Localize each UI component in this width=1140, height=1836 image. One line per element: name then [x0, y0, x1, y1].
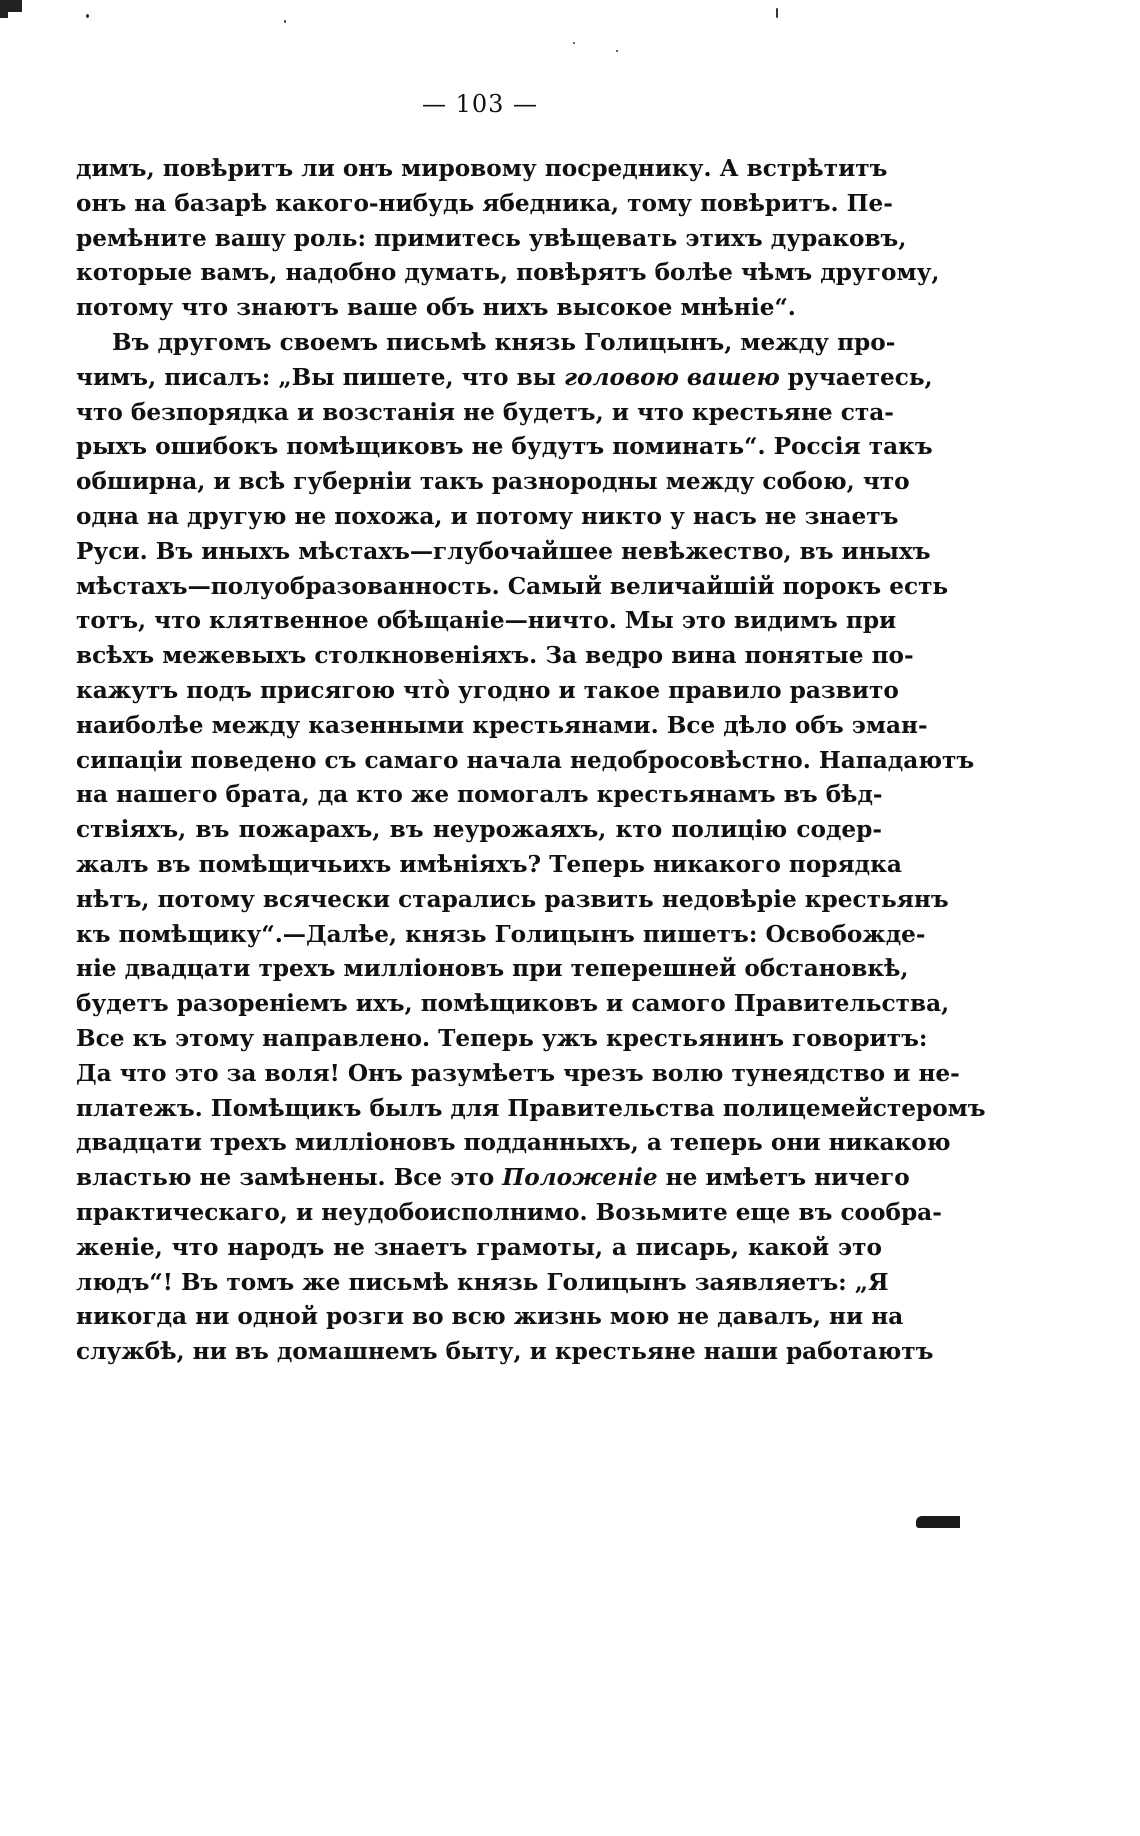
text-line: онъ на базарѣ какого-нибудь ябедника, тому повѣритъ. Пе-: [76, 189, 893, 217]
scan-edge-mark: [916, 1516, 960, 1528]
page-number: — 103 —: [421, 90, 539, 118]
text-line: что безпорядка и возстанія не будетъ, и что крестьяне ста-: [76, 398, 894, 426]
text-line: мѣстахъ—полуобразованность. Самый величайшій порокъ есть: [76, 572, 949, 600]
text-line: будетъ разореніемъ ихъ, помѣщиковъ и самого Правительства,: [76, 990, 950, 1018]
text-line: ствіяхъ, въ пожарахъ, въ неурожаяхъ, кто полицію содер-: [76, 816, 882, 844]
text-line: женіе, что народъ не знаетъ грамоты, а писарь, какой это: [76, 1233, 882, 1261]
text-line: Да что это за воля! Онъ разумѣетъ чрезъ волю тунеядство и не-: [76, 1059, 960, 1087]
text-line: димъ, повѣритъ ли онъ мировому посреднику. А встрѣтитъ: [76, 155, 888, 182]
text-line: службѣ, ни въ домашнемъ быту, и крестьяне наши работаютъ: [76, 1338, 934, 1366]
text-line: которые вамъ, надобно думать, повѣрятъ болѣе чѣмъ другому,: [76, 259, 940, 287]
emphasized-text: Положеніе: [502, 1164, 658, 1192]
text-line: одна на другую не похожа, и потому никто у насъ не знаетъ: [76, 502, 899, 530]
text-line: кажутъ подъ присягою что̀ угодно и такое правило развито: [76, 676, 899, 704]
text-line: людъ“! Въ томъ же письмѣ князь Голицынъ заявляетъ: „Я: [76, 1268, 889, 1296]
scan-speck: [776, 8, 778, 18]
text-line: ремѣните вашу роль: примитесь увѣщевать этихъ дураковъ,: [76, 224, 907, 252]
text-line: жалъ въ помѣщичьихъ имѣніяхъ? Теперь никакого порядка: [76, 850, 902, 878]
text-line: нѣтъ, потому всячески старались развить недовѣріе крестьянъ: [76, 885, 949, 913]
paragraph: [76, 152, 940, 326]
text-line: обширна, и всѣ губерніи такъ разнородны между собою, что: [76, 468, 910, 496]
scan-speck: [284, 20, 286, 23]
text-line: потому что знаютъ ваше объ нихъ высокое мнѣніе“.: [76, 294, 796, 322]
text-line: сипаціи поведено съ самаго начала недобросовѣстно. Нападаютъ: [76, 746, 975, 774]
scan-corner-mark: [0, 0, 22, 12]
scan-speck: [616, 50, 618, 52]
body-text: [76, 152, 986, 1370]
scan-speck: [573, 42, 575, 44]
text-line: чимъ, писалъ: „Вы пишете, что вы головою вашею ручаетесь,: [76, 363, 933, 391]
text-line: наиболѣе между казенными крестьянами. Все дѣло объ эман-: [76, 711, 928, 739]
text-line: практическаго, и неудобоисполнимо. Возьмите еще въ сообра-: [76, 1198, 942, 1226]
text-line: ніе двадцати трехъ милліоновъ при теперешней обстановкѣ,: [76, 955, 909, 983]
text-line: властью не замѣнены. Все это Положеніе не имѣетъ ничего: [76, 1164, 910, 1192]
text-line: платежъ. Помѣщикъ былъ для Правительства полицемейстеромъ: [76, 1094, 986, 1122]
text-line: Руси. Въ иныхъ мѣстахъ—глубочайшее невѣжество, въ иныхъ: [76, 537, 931, 565]
text-line: Въ другомъ своемъ письмѣ князь Голицынъ, между про-: [112, 328, 896, 356]
text-line: Все къ этому направлено. Теперь ужъ крестьянинъ говоритъ:: [76, 1024, 928, 1052]
text-line: всѣхъ межевыхъ столкновеніяхъ. За ведро вина понятые по-: [76, 642, 914, 670]
text-line: рыхъ ошибокъ помѣщиковъ не будутъ поминать“. Россія такъ: [76, 433, 933, 461]
text-line: двадцати трехъ милліоновъ подданныхъ, а теперь они никакою: [76, 1129, 951, 1157]
text-line: никогда ни одной розги во всю жизнь мою не давалъ, ни на: [76, 1303, 904, 1331]
text-line: къ помѣщику“.—Далѣе, князь Голицынъ пишетъ: Освобожде-: [76, 920, 926, 948]
text-line: тотъ, что клятвенное обѣщаніе—ничто. Мы это видимъ при: [76, 607, 897, 635]
text-line: на нашего брата, да кто же помогалъ крестьянамъ въ бѣд-: [76, 781, 883, 809]
scan-speck: [86, 14, 89, 18]
paragraph: [76, 326, 986, 1370]
emphasized-text: головою вашею: [564, 363, 780, 391]
